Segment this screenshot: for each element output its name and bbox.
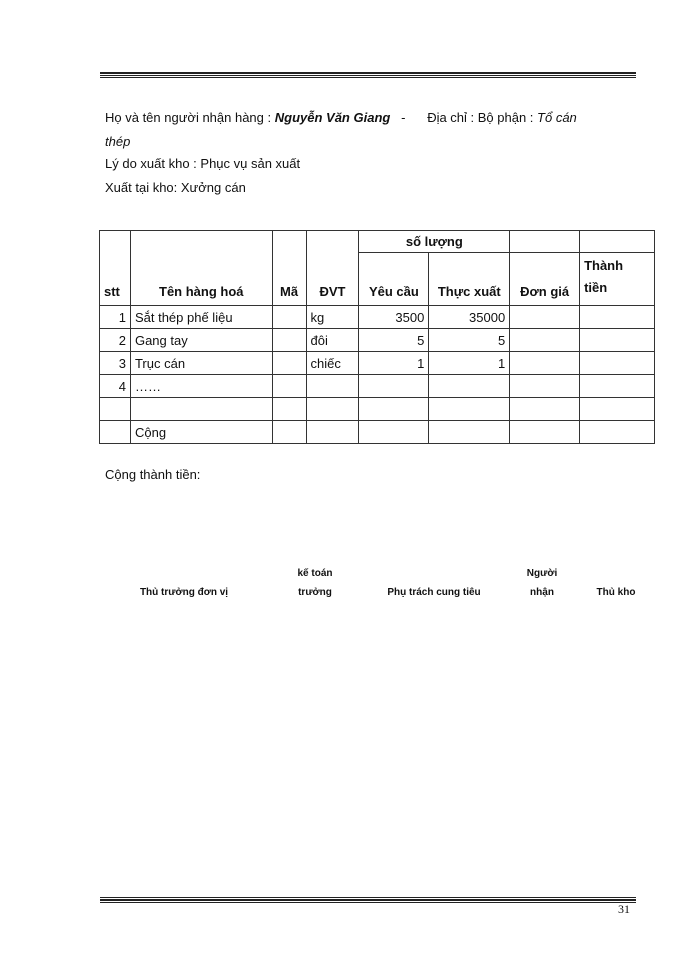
header-rule [100, 72, 636, 78]
cell-name: Sắt thép phế liệu [130, 306, 272, 329]
cell-actual: 1 [429, 352, 510, 375]
cell-stt: 4 [100, 375, 131, 398]
col-name: Tên hàng hoá [130, 231, 272, 306]
cell-price [510, 398, 580, 421]
col-price: Đơn giá [510, 253, 580, 306]
cell-code [272, 421, 306, 444]
cell-price [510, 421, 580, 444]
col-amount-line2: tiền [584, 280, 608, 295]
signature-receiver-line2: nhận [530, 587, 554, 598]
cell-unit [306, 421, 359, 444]
cell-actual: 35000 [429, 306, 510, 329]
col-amount-line1: Thành [584, 258, 624, 273]
reason-line: Lý do xuất kho : Phục vụ sản xuất [105, 156, 301, 171]
cell-name: Cộng [130, 421, 272, 444]
cell-unit [306, 375, 359, 398]
signature-supply: Phụ trách cung tiêu [387, 587, 481, 598]
col-stt: stt [100, 231, 131, 306]
total-amount-label: Cộng thành tiền: [105, 467, 201, 482]
address-label: Địa chỉ : Bộ phận : [427, 110, 534, 125]
cell-amount [580, 375, 655, 398]
table-total-row [100, 421, 655, 444]
cell-price [510, 375, 580, 398]
table-row [100, 375, 655, 398]
col-price-top [510, 231, 580, 253]
warehouse-line: Xuất tại kho: Xưởng cán [105, 180, 246, 195]
cell-stt [100, 398, 131, 421]
receiver-name-label: Họ và tên người nhận hàng : [105, 110, 272, 125]
cell-code [272, 306, 306, 329]
signature-head: Thủ trưởng đơn vị [139, 587, 229, 598]
col-unit: ĐVT [306, 231, 359, 306]
cell-unit: kg [306, 306, 359, 329]
cell-amount [580, 329, 655, 352]
cell-actual [429, 398, 510, 421]
cell-stt: 3 [100, 352, 131, 375]
signature-accountant-line2: trưởng [298, 587, 332, 598]
cell-price [510, 352, 580, 375]
cell-actual [429, 421, 510, 444]
col-amount [580, 253, 655, 306]
separator: - [401, 110, 406, 125]
cell-code [272, 352, 306, 375]
address-value-continued: thép [105, 134, 131, 149]
col-actual: Thực xuất [429, 253, 510, 306]
cell-code [272, 398, 306, 421]
cell-amount [580, 421, 655, 444]
address-value: Tổ cán [537, 110, 577, 125]
cell-amount [580, 306, 655, 329]
cell-stt: 2 [100, 329, 131, 352]
cell-actual [429, 375, 510, 398]
cell-requested [359, 398, 429, 421]
table-row [100, 329, 655, 352]
signature-storekeeper: Thủ kho [596, 587, 636, 598]
signature-receiver-line1: Người [526, 568, 558, 579]
receiver-name: Nguyễn Văn Giang [274, 110, 391, 125]
col-group-quantity: số lượng [359, 231, 510, 253]
footer-rule [100, 897, 636, 903]
signature-accountant [283, 564, 347, 602]
cell-price [510, 329, 580, 352]
col-requested: Yêu cầu [359, 253, 429, 306]
cell-name [130, 398, 272, 421]
cell-unit: chiếc [306, 352, 359, 375]
table-row [100, 306, 655, 329]
cell-requested [359, 375, 429, 398]
cell-unit [306, 398, 359, 421]
cell-stt [100, 421, 131, 444]
signature-receiver [518, 564, 566, 602]
cell-stt: 1 [100, 306, 131, 329]
col-amount-top [580, 231, 655, 253]
cell-amount [580, 352, 655, 375]
cell-unit: đôi [306, 329, 359, 352]
cell-requested: 5 [359, 329, 429, 352]
cell-code [272, 375, 306, 398]
cell-name: Trục cán [130, 352, 272, 375]
cell-requested [359, 421, 429, 444]
cell-requested: 3500 [359, 306, 429, 329]
signature-accountant-line1: kế toán [297, 568, 333, 579]
cell-name: Gang tay [130, 329, 272, 352]
cell-amount [580, 398, 655, 421]
cell-name: …… [130, 375, 272, 398]
cell-actual: 5 [429, 329, 510, 352]
cell-price [510, 306, 580, 329]
cell-code [272, 329, 306, 352]
col-code: Mã [272, 231, 306, 306]
table-row [100, 398, 655, 421]
cell-requested: 1 [359, 352, 429, 375]
receiver-line [105, 110, 645, 126]
items-table [99, 230, 655, 444]
table-row [100, 352, 655, 375]
page-number: 31 [618, 902, 630, 916]
table-header-row-1 [100, 231, 655, 253]
